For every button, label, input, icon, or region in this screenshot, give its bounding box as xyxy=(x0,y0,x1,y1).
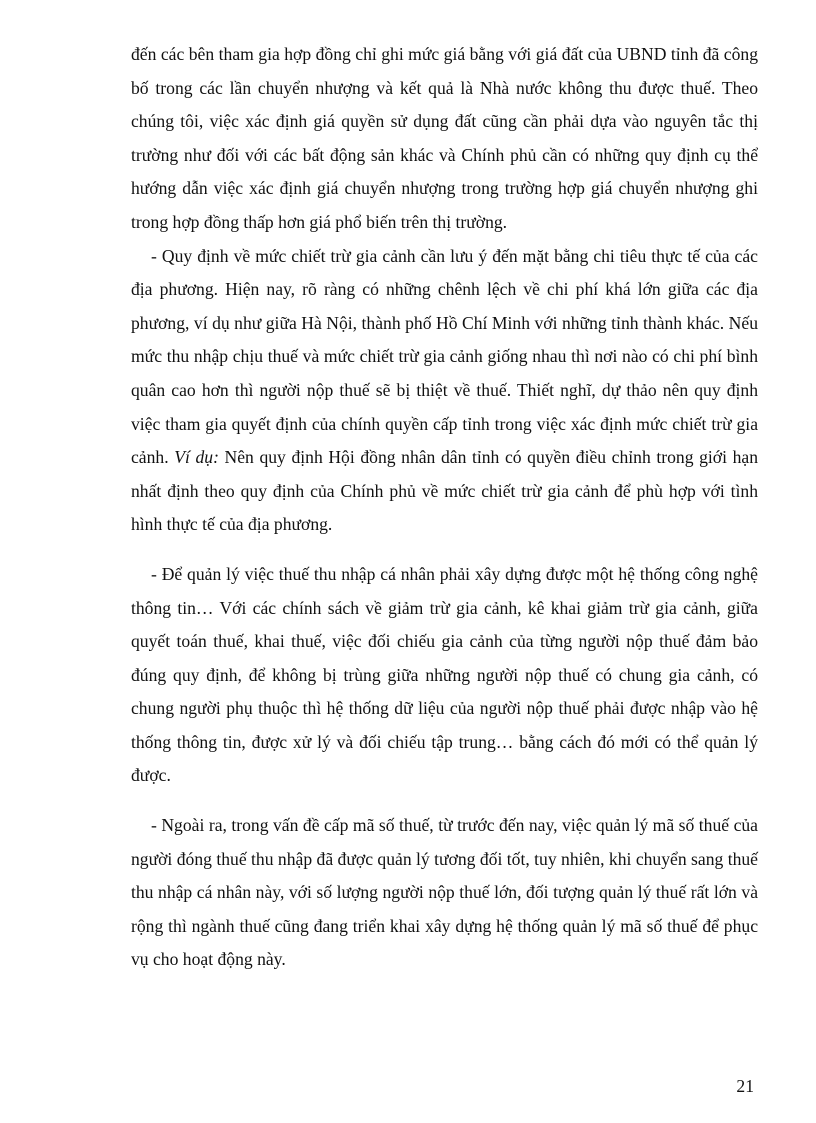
paragraph-2 xyxy=(131,240,758,542)
paragraph-1: đến các bên tham gia hợp đồng chỉ ghi mức giá bằng với giá đất của UBND tỉnh đã công bố trong các lần chuyển nhượng và kết quả là Nhà nước không thu được thuế. Theo chúng tôi, việc xác định giá quyền sử dụng đất cũng cần phải dựa vào nguyên tắc thị trường như đối với các bất động sản khác và Chính phủ cần có những quy định cụ thể hướng dẫn việc xác định giá chuyển nhượng trong trường hợp giá chuyển nhượng ghi trong hợp đồng thấp hơn giá phổ biến trên thị trường. xyxy=(131,44,758,232)
body-text xyxy=(131,38,758,977)
paragraph-2-text-start: - Quy định về mức chiết trừ gia cảnh cần lưu ý đến mặt bằng chi tiêu thực tế của các địa phương. Hiện nay, rõ ràng có những chênh lệch về chi phí khá lớn giữa các địa phương, ví dụ như giữa Hà Nội, thành phố Hồ Chí Minh với những tỉnh thành khác. Nếu mức thu nhập chịu thuế và mức chiết trừ gia cảnh giống nhau thì nơi nào có chi phí bình quân cao hơn thì người nộp thuế sẽ bị thiệt về thuế. Thiết nghĩ, dự thảo nên quy định việc tham gia quyết định của chính quyền cấp tỉnh trong việc xác định mức chiết trừ gia cảnh. xyxy=(131,245,758,468)
paragraph-3: - Để quản lý việc thuế thu nhập cá nhân phải xây dựng được một hệ thống công nghệ thông tin… Với các chính sách về giảm trừ gia cảnh, kê khai giảm trừ gia cảnh, giữa quyết toán thuế, khai thuế, việc đối chiếu gia cảnh của từng người nộp thuế đảm bảo đúng quy định, để không bị trùng giữa những người nộp thuế có chung gia cảnh, có chung người phụ thuộc thì hệ thống dữ liệu của người nộp thuế phải được nhập vào hệ thống thông tin, được xử lý và đối chiếu tập trung… bằng cách đó mới có thể quản lý được. xyxy=(131,563,758,786)
paragraph-4: - Ngoài ra, trong vấn đề cấp mã số thuế, từ trước đến nay, việc quản lý mã số thuế của người đóng thuế thu nhập đã được quản lý tương đối tốt, tuy nhiên, khi chuyển sang thuế thu nhập cá nhân này, với số lượng người nộp thuế lớn, đối tượng quản lý thuế rất lớn và rộng thì ngành thuế cũng đang triển khai xây dựng hệ thống quản lý mã số thuế để phục vụ cho hoạt động này. xyxy=(131,815,758,970)
paragraph-2-emphasis: Ví dụ: xyxy=(174,447,219,468)
page-number: 21 xyxy=(736,1076,754,1096)
paragraph-2-text-end: Nên quy định Hội đồng nhân dân tỉnh có quyền điều chỉnh trong giới hạn nhất định theo quy định của Chính phủ về mức chiết trừ gia cảnh để phù hợp với tình hình thực tế của địa phương. xyxy=(131,447,759,535)
